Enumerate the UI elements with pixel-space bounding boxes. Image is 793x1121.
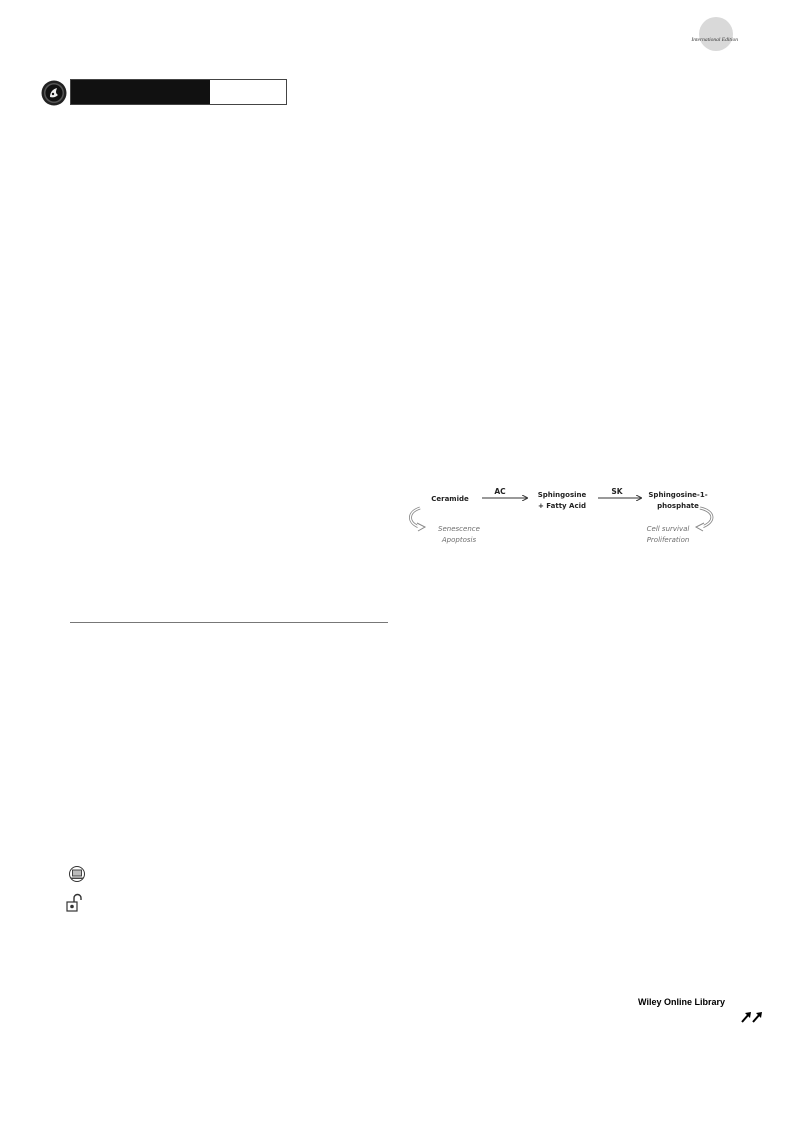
section-header-fill xyxy=(71,80,210,104)
right-effect-line2: Proliferation xyxy=(646,536,690,544)
edition-badge-icon xyxy=(699,17,733,51)
sphingosine-label-line1: Sphingosine xyxy=(537,491,587,499)
enzyme-sk-label: SK xyxy=(611,487,623,496)
left-effect-line1: Senescence xyxy=(438,525,480,533)
s1p-label-line2: phosphate xyxy=(657,502,699,510)
sphingosine-label-line2: + Fatty Acid xyxy=(537,502,587,510)
ceramide-label: Ceramide xyxy=(431,495,469,503)
open-lock-icon xyxy=(66,893,82,913)
double-arrow-icon xyxy=(741,1011,765,1023)
right-effect-line1: Cell survival xyxy=(646,525,690,533)
computer-icon xyxy=(68,866,86,882)
left-effect-line2: Apoptosis xyxy=(441,536,477,544)
footnote-divider xyxy=(70,622,388,623)
s1p-label-line1: Sphingosine-1- xyxy=(648,491,708,499)
edition-badge-label: International Edition xyxy=(691,37,738,43)
enzyme-ac-label: AC xyxy=(494,487,506,496)
pen-nib-icon xyxy=(41,80,67,106)
wiley-online-library-label: Wiley Online Library xyxy=(638,997,725,1007)
